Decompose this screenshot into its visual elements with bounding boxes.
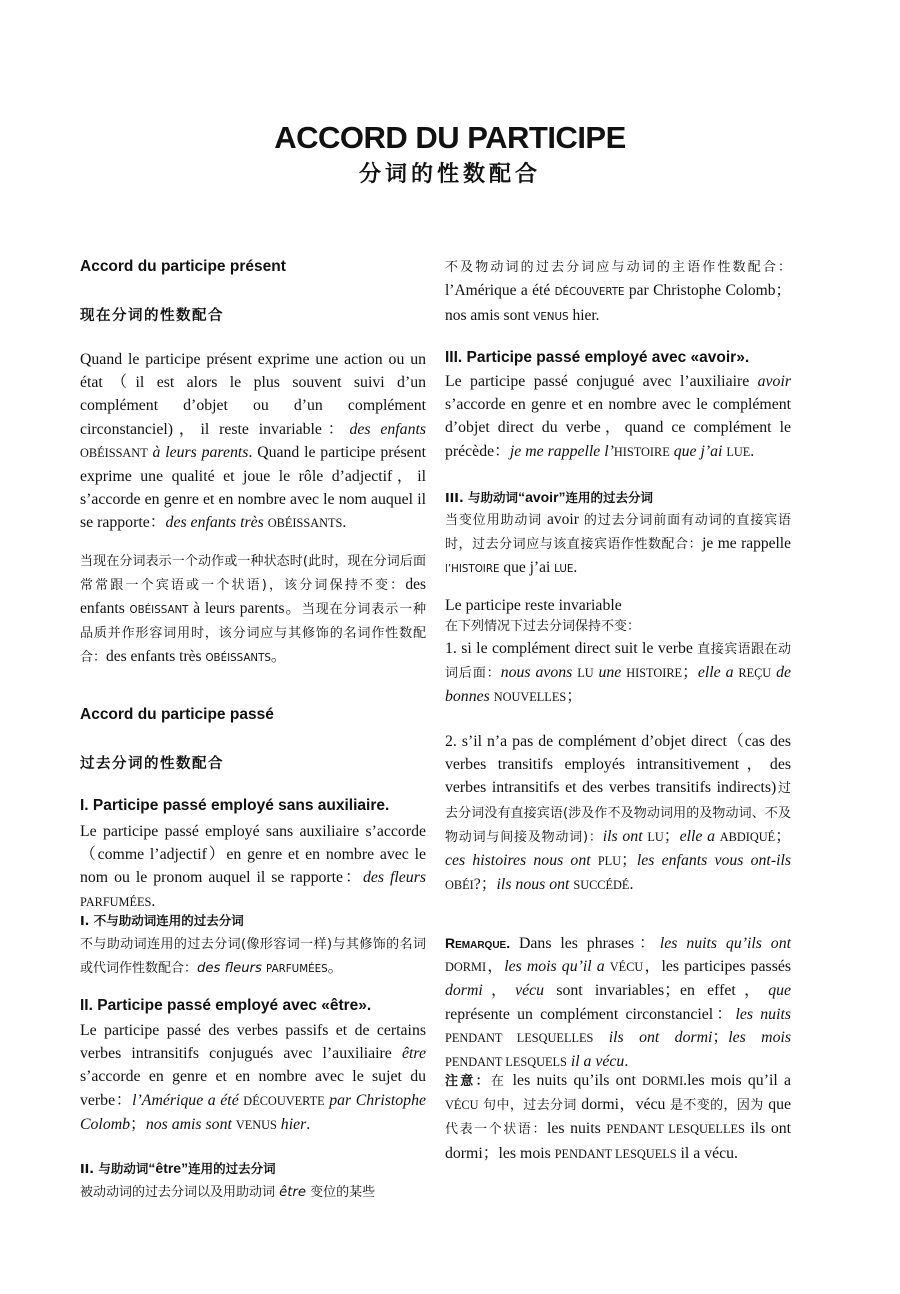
text-run: LU bbox=[647, 829, 664, 844]
text-run: avoir bbox=[547, 511, 579, 528]
text-run: les mois qu’il a bbox=[504, 958, 610, 976]
section-ii-cn-title bbox=[80, 1157, 426, 1180]
text-run: ； bbox=[663, 827, 680, 845]
text-run: les nuits qu’ils ont bbox=[512, 1072, 643, 1089]
text-run: OBÉISSANTS bbox=[205, 652, 271, 664]
page-title: ACCORD DU PARTICIPE bbox=[274, 120, 626, 155]
text-run: les nuits qu’ils ont bbox=[659, 935, 791, 952]
text-run: PARFUMÉES bbox=[266, 963, 328, 975]
text-run: l’Amérique a été bbox=[132, 1091, 244, 1109]
text-run: ces histoires nous ont bbox=[445, 852, 598, 870]
section-iii-cn-title-suffix: 连用的过去分词 bbox=[565, 490, 654, 505]
text-run: par Christophe Colomb bbox=[80, 1091, 426, 1133]
text-run: ； bbox=[130, 1115, 146, 1133]
text-run: 当变位用助动词 bbox=[445, 513, 548, 528]
invariable-item-2 bbox=[445, 730, 791, 897]
heading-past-participle: Accord du participe passé bbox=[80, 706, 274, 723]
text-run: ； bbox=[566, 688, 583, 706]
text-run: ils nous ont bbox=[496, 876, 574, 894]
text-run: il a vécu. bbox=[676, 1144, 738, 1162]
text-run: DORMI bbox=[642, 1074, 684, 1088]
text-run: elle a bbox=[697, 664, 739, 682]
section-ii-title: II. Participe passé employé avec «être». bbox=[80, 997, 372, 1014]
text-run: PENDANT LESQUELS bbox=[445, 1055, 567, 1070]
invariable-heading-cn: 在下列情况下过去分词保持不变： bbox=[445, 619, 641, 634]
text-run: VÉCU bbox=[609, 960, 644, 975]
text-run: l’HISTOIRE bbox=[445, 563, 500, 575]
text-run: ils ont dormi bbox=[593, 1028, 713, 1046]
section-i-title: I. Participe passé employé sans auxiliaire. bbox=[80, 797, 390, 814]
text-run: ABDIQUÉ bbox=[719, 829, 776, 844]
text-run: des enfants très bbox=[165, 514, 268, 532]
text-run: 代表一个状语： bbox=[445, 1122, 548, 1138]
text-run: que j’ai bbox=[499, 559, 555, 576]
text-run: 。 bbox=[327, 959, 344, 976]
text-run: vécu bbox=[515, 982, 545, 1000]
text-run: nous avons bbox=[500, 664, 578, 682]
text-run: avoir bbox=[757, 373, 791, 390]
text-run: être bbox=[402, 1045, 426, 1063]
text-run: . bbox=[306, 1115, 311, 1133]
text-run: que bbox=[768, 1096, 792, 1114]
page-subtitle-cn: 分词的性数配合 bbox=[358, 162, 541, 187]
text-run: que j’ai bbox=[669, 442, 727, 460]
text-run: OBÉISSANTS bbox=[267, 516, 343, 531]
text-run: 句中，过去分词 bbox=[478, 1098, 582, 1114]
paragraph-present-participle-cn bbox=[80, 550, 426, 670]
text-run: 的过去分词前面有动词的直接宾语时，过去分词应与该直接宾语作性数配合： bbox=[445, 513, 791, 552]
text-run: OBÉISSANT bbox=[129, 604, 189, 616]
text-run: . bbox=[629, 876, 634, 894]
text-run: de bonnes bbox=[445, 664, 791, 706]
text-run: LUE bbox=[554, 563, 574, 575]
text-run: Le participe passé employé sans auxiliaire s’accorde（comme l’adjectif）en genre et en nombre avec le nom ou le pronom auquel il se rapporte： bbox=[80, 823, 426, 887]
text-run: l’Amérique a été bbox=[445, 282, 555, 299]
text-run: . Quand le participe présent exprime une qualité et joue le rôle d’adjectif，il s’accorde en genre et en nombre avec le nom auquel il se rapporte： bbox=[80, 443, 426, 532]
text-run: des fleurs bbox=[362, 869, 426, 887]
invariable-item-1 bbox=[445, 637, 791, 710]
text-run: . bbox=[151, 892, 156, 910]
section-i-cn-paragraph bbox=[80, 933, 426, 981]
text-run: PLU bbox=[597, 854, 622, 869]
text-run: une bbox=[593, 664, 627, 682]
section-ii-cn-paragraph-continued bbox=[445, 256, 791, 329]
text-run: ils ont bbox=[602, 827, 648, 845]
remark-label: Remarque. bbox=[445, 935, 511, 951]
text-run: 不及物动词的过去分词应与动词的主语作性数配合： bbox=[445, 260, 791, 275]
text-run: dormi bbox=[445, 982, 483, 1000]
text-run: PARFUMÉES bbox=[80, 894, 152, 909]
text-run: SUCCÉDÉ bbox=[573, 878, 630, 893]
section-iii-cn-title-prefix: III. 与助动词 bbox=[445, 490, 519, 505]
text-run: 不与助动词连用的过去分词(像形容词一样)与其修饰的名词或代词作性数配合： bbox=[80, 937, 426, 976]
heading-present-participle: Accord du participe présent bbox=[80, 258, 286, 275]
text-run: il a vécu bbox=[566, 1053, 625, 1071]
invariable-heading: Le participe reste invariable bbox=[445, 597, 622, 614]
text-run: ，les participes passés bbox=[643, 958, 791, 976]
text-run: des enfants très bbox=[106, 648, 206, 665]
text-run: des fleurs bbox=[197, 961, 267, 976]
section-iii-cn-paragraph bbox=[445, 508, 791, 581]
text-run: hier bbox=[276, 1115, 307, 1133]
text-run: DORMI bbox=[445, 960, 487, 975]
text-run: . bbox=[573, 559, 578, 576]
text-run: 直接宾语跟在动词后面： bbox=[445, 642, 791, 682]
section-i-paragraph bbox=[80, 820, 426, 914]
text-run: ?； bbox=[473, 876, 497, 894]
text-run: ， bbox=[482, 982, 516, 1000]
text-run: 1. si le complément direct suit le verbe bbox=[445, 640, 698, 657]
note-cn-paragraph bbox=[445, 1069, 791, 1166]
text-run: Quand le participe présent exprime une action ou un état（il est alors le plus souvent suivi d’un complément d’objet ou d’un complément circonstanciel)，il reste invariable： bbox=[80, 351, 426, 438]
text-run: à leurs parents。 bbox=[188, 600, 302, 617]
heading-past-participle-cn: 过去分词的性数配合 bbox=[80, 756, 224, 772]
text-run: les enfants vous ont-ils bbox=[636, 852, 792, 870]
text-run: PENDANT LESQUELS bbox=[554, 1146, 677, 1161]
text-run: représente un complément circonstanciel： bbox=[445, 1005, 736, 1023]
text-run: je me rappelle l’ bbox=[509, 442, 614, 460]
text-run: DÉCOUVERTE bbox=[554, 286, 625, 298]
text-run: . bbox=[624, 1053, 629, 1071]
text-run: des enfants bbox=[349, 420, 426, 438]
text-run: DÉCOUVERTE bbox=[243, 1093, 325, 1108]
text-run: s’accorde en genre et en nombre avec le sujet du verbe： bbox=[80, 1068, 426, 1109]
text-run: les nuits bbox=[735, 1005, 791, 1023]
text-run: 变位的某些 bbox=[305, 1185, 376, 1200]
text-run: PENDANT LESQUELLES bbox=[606, 1122, 745, 1137]
text-run: ； bbox=[712, 1028, 729, 1046]
text-run: que bbox=[768, 982, 791, 1000]
section-iii-cn-title-avoir: “avoir” bbox=[518, 489, 566, 505]
text-run: être bbox=[279, 1185, 306, 1200]
section-ii-cn-title-suffix: 连用的过去分词 bbox=[188, 1161, 276, 1176]
text-run: ； bbox=[621, 852, 637, 870]
text-run: 过去分词没有直接宾语(涉及作不及物动词用的及物动词、不及物动词与间接及物动词)： bbox=[445, 781, 791, 845]
text-run: OBÉI bbox=[445, 878, 474, 893]
heading-present-participle-cn: 现在分词的性数配合 bbox=[80, 308, 224, 324]
text-run: VÉCU bbox=[445, 1098, 479, 1113]
text-run: . bbox=[342, 514, 347, 532]
text-run: s’accorde en genre et en nombre avec le complément d’objet direct du verbe，quand ce complément le précède： bbox=[445, 396, 791, 460]
text-run: 注意： bbox=[445, 1074, 491, 1089]
section-ii-cn-paragraph-start bbox=[80, 1181, 426, 1204]
paragraph-present-participle bbox=[80, 348, 426, 536]
text-run: OBÉISSANT bbox=[80, 445, 148, 460]
text-run: elle a bbox=[679, 827, 720, 845]
text-run: par Christophe Colomb；nos amis sont bbox=[445, 282, 791, 324]
text-run: .les mois qu’il a bbox=[683, 1072, 791, 1089]
text-run: ； bbox=[775, 827, 791, 845]
remark-text bbox=[445, 935, 791, 1070]
text-run: ils ont dormi；les mois bbox=[445, 1120, 791, 1162]
text-run: des enfants bbox=[80, 576, 426, 617]
text-run: 当现在分词表示一个动作或一种状态时(此时，现在分词后面常常跟一个宾语或一个状语)，该分词保持不变： bbox=[80, 554, 426, 593]
text-run: ， bbox=[486, 958, 505, 976]
text-run: REÇU bbox=[738, 666, 772, 681]
text-run: les mois bbox=[728, 1028, 792, 1046]
section-iii-paragraph bbox=[445, 370, 791, 464]
section-ii-cn-title-etre: “être” bbox=[148, 1160, 189, 1176]
text-run: NOUVELLES bbox=[493, 690, 567, 705]
section-iii-title: III. Participe passé employé avec «avoir». bbox=[445, 349, 750, 366]
text-run: à leurs parents bbox=[147, 443, 249, 461]
text-run: 。 bbox=[270, 648, 287, 665]
remark-paragraph bbox=[445, 932, 791, 1074]
text-run: HISTOIRE bbox=[626, 666, 683, 681]
text-run: 被动动词的过去分词以及用助动词 bbox=[80, 1185, 280, 1200]
section-ii-cn-title-prefix: II. 与助动词 bbox=[80, 1161, 149, 1176]
text-run: 是不变的，因为 bbox=[665, 1098, 769, 1114]
text-run: VENUS bbox=[235, 1117, 277, 1132]
text-run: Dans les phrases： bbox=[510, 935, 660, 952]
text-run: 2. s’il n’a pas de complément d’objet direct（cas des verbes transitifs employés intransitivement，des verbes intransitifs et des verbes transitifs indirects) bbox=[445, 733, 791, 797]
text-run: HISTOIRE bbox=[613, 444, 670, 459]
text-run: je me rappelle bbox=[702, 535, 791, 552]
text-run: 当现在分词表示一种品质并作形容词用时，该分词应与其修饰的名词作性数配合： bbox=[80, 602, 426, 665]
text-run: . bbox=[750, 442, 755, 460]
text-run: VENUS bbox=[533, 311, 569, 323]
text-run: LU bbox=[577, 666, 594, 681]
text-run: dormi，vécu bbox=[581, 1096, 666, 1114]
text-run: ； bbox=[682, 664, 698, 682]
text-run: PENDANT LESQUELLES bbox=[445, 1030, 594, 1045]
section-ii-paragraph bbox=[80, 1019, 426, 1137]
section-i-cn-title: I. 不与助动词连用的过去分词 bbox=[80, 913, 244, 928]
section-iii-cn-title bbox=[445, 486, 791, 509]
text-run: 在 bbox=[490, 1074, 513, 1089]
text-run: sont invariables；en effet， bbox=[544, 982, 769, 1000]
text-run: Le participe passé des verbes passifs et de certains verbes intransitifs conjugués avec l’auxiliaire bbox=[80, 1022, 426, 1063]
text-run: LUE bbox=[726, 444, 751, 459]
text-run: hier. bbox=[568, 307, 600, 324]
text-run: les nuits bbox=[547, 1120, 607, 1138]
text-run: Le participe passé conjugué avec l’auxiliaire bbox=[445, 373, 758, 390]
text-run: nos amis sont bbox=[145, 1115, 236, 1133]
